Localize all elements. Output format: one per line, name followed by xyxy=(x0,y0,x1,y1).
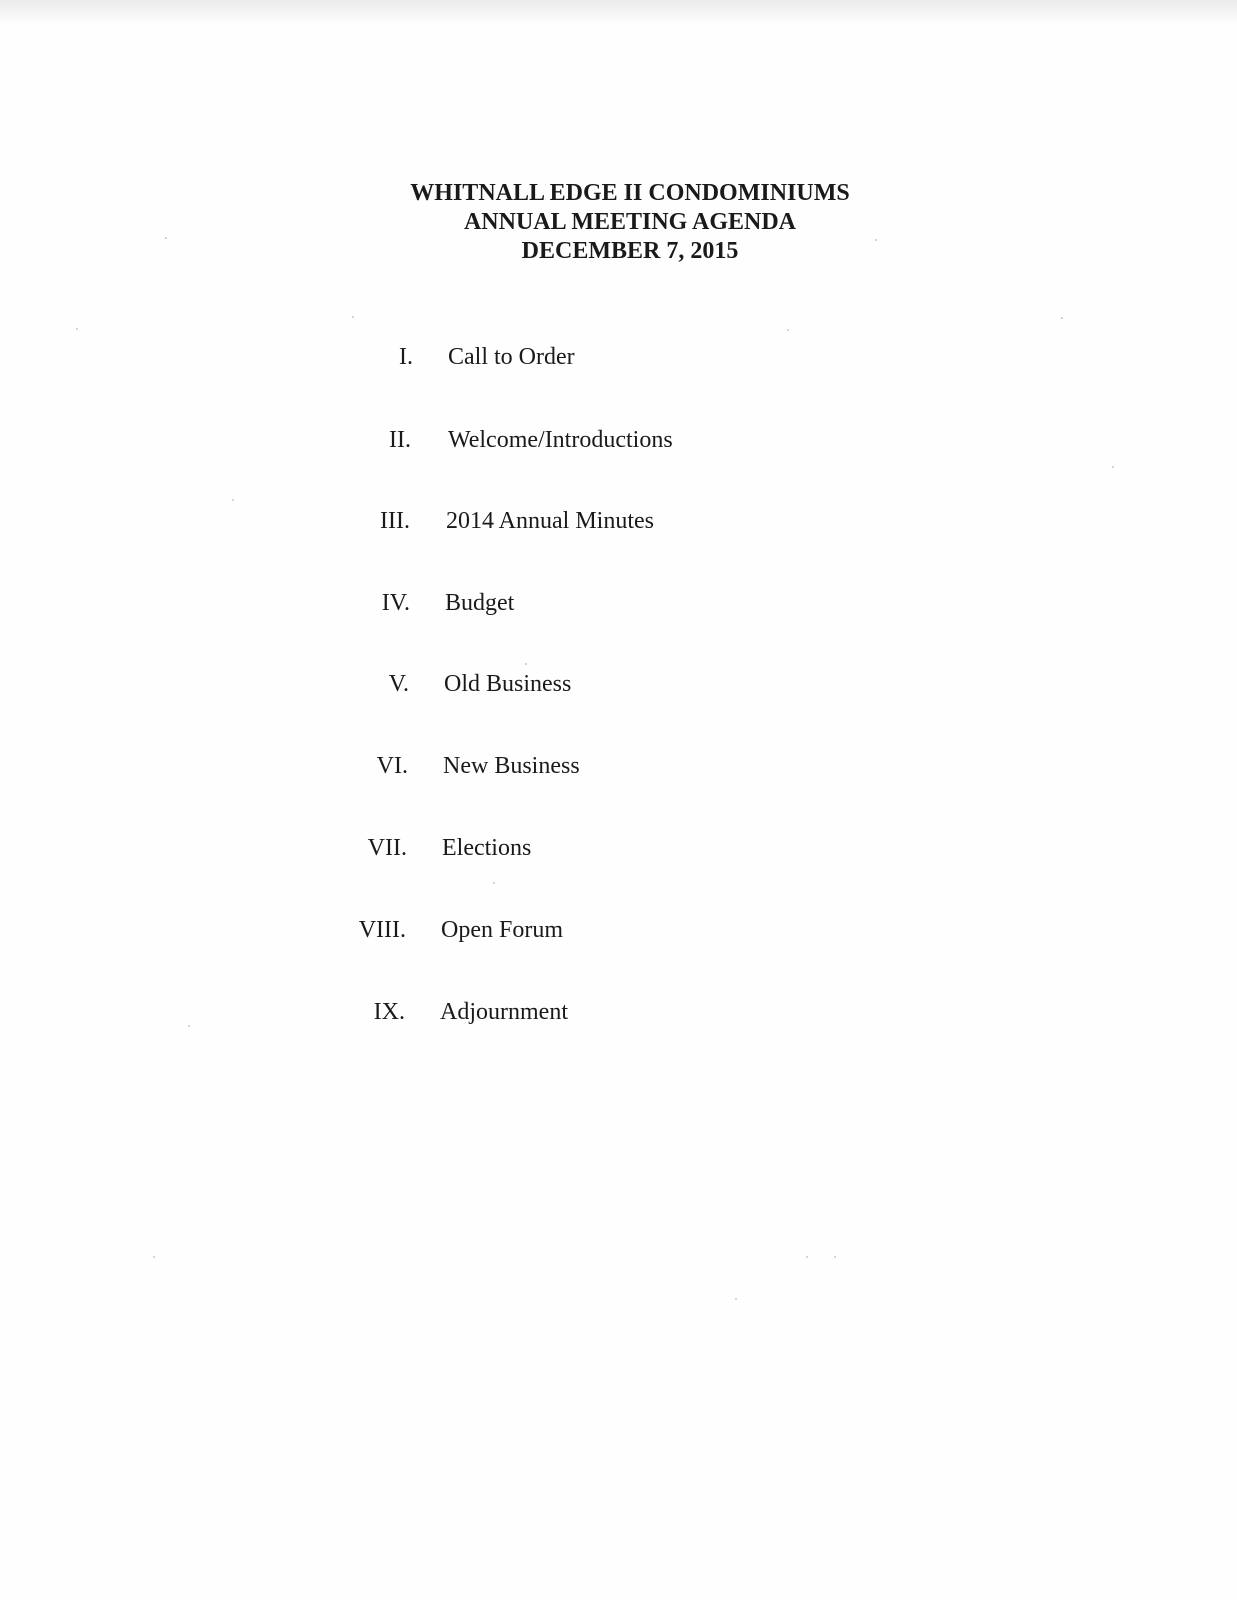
scan-speck xyxy=(493,882,495,884)
agenda-item-numeral: III. xyxy=(380,508,410,534)
agenda-item xyxy=(0,914,1237,946)
agenda-item xyxy=(0,668,1237,700)
agenda-item-label: Open Forum xyxy=(441,917,563,943)
agenda-item xyxy=(0,341,1237,373)
scan-speck xyxy=(153,1256,155,1258)
agenda-item-numeral: IX. xyxy=(373,999,405,1025)
agenda-item-label: Old Business xyxy=(444,671,572,697)
agenda-item xyxy=(0,996,1237,1028)
agenda-item-label: Welcome/Introductions xyxy=(448,427,673,453)
scan-speck xyxy=(188,1025,190,1027)
agenda-item-numeral: V. xyxy=(388,671,409,697)
agenda-item-numeral: I. xyxy=(399,344,413,370)
agenda-item-label: Call to Order xyxy=(448,344,575,370)
agenda-item-label: 2014 Annual Minutes xyxy=(446,508,654,534)
agenda-item-numeral: II. xyxy=(389,427,411,453)
scan-speck xyxy=(787,329,789,331)
agenda-item-label: Budget xyxy=(445,590,515,616)
agenda-item xyxy=(0,832,1237,864)
agenda-item xyxy=(0,505,1237,537)
header-title: WHITNALL EDGE II CONDOMINIUMS xyxy=(410,180,850,206)
scan-speck xyxy=(875,239,877,241)
agenda-item-numeral: VIII. xyxy=(358,917,406,943)
scan-speck xyxy=(834,1256,836,1258)
agenda-item xyxy=(0,587,1237,619)
scan-speck xyxy=(735,1298,737,1300)
agenda-item-numeral: IV. xyxy=(381,590,410,616)
scan-speck xyxy=(165,237,167,239)
scan-speck xyxy=(232,499,234,501)
scan-speck xyxy=(1112,466,1114,468)
agenda-item-numeral: VI. xyxy=(376,753,408,779)
scan-speck xyxy=(525,663,527,665)
agenda-item-label: Elections xyxy=(442,835,532,861)
agenda-item xyxy=(0,750,1237,782)
scan-speck xyxy=(352,316,354,318)
agenda-item xyxy=(0,424,1237,456)
scan-speck xyxy=(1061,317,1063,319)
agenda-item-label: Adjournment xyxy=(440,999,568,1025)
header-subtitle: ANNUAL MEETING AGENDA xyxy=(463,209,797,235)
scan-speck xyxy=(76,328,78,330)
scan-speck xyxy=(806,1256,808,1258)
header-date: DECEMBER 7, 2015 xyxy=(521,238,739,264)
agenda-item-numeral: VII. xyxy=(367,835,407,861)
agenda-item-label: New Business xyxy=(443,753,580,779)
